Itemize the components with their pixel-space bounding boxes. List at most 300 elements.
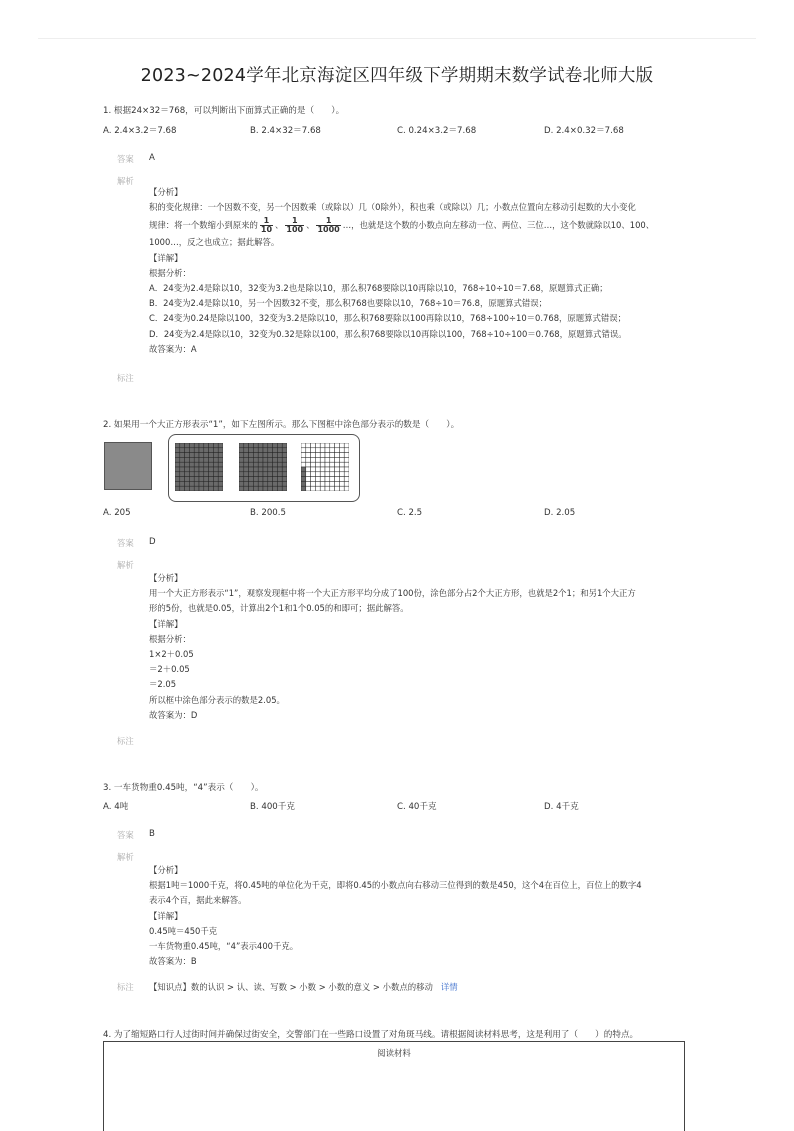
grid-cell [244,462,249,467]
grid-cell [258,467,263,472]
grid-cell [263,453,268,458]
q1-option-b[interactable]: B. 2.4×32＝7.68 [250,126,321,136]
grid-cell [204,477,209,482]
q2-option-a[interactable]: A. 205 [103,508,131,518]
grid-cell [320,486,325,491]
q2-analysis-line: 【分析】 [149,573,183,583]
grid-cell [330,481,335,486]
grid-cell [175,457,180,462]
grid-cell [199,453,204,458]
grid-cell [239,481,244,486]
question-3-stem: 3. 一车货物重0.45吨，“4”表示（ ）。 [103,783,264,793]
grid-cell [185,481,190,486]
grid-cell [218,486,223,491]
q2-answer-label: 答案 [117,538,134,548]
grid-cell [339,453,344,458]
grid-cell [175,453,180,458]
grid-cell [325,457,330,462]
grid-cell [204,453,209,458]
grid-cell [180,467,185,472]
grid-cell [209,486,214,491]
grid-cell [277,481,282,486]
grid-cell [253,462,258,467]
grid-cell [325,462,330,467]
grid-cell [175,477,180,482]
grid-cell [311,453,316,458]
grid-cell [282,453,287,458]
grid-cell [268,453,273,458]
grid-cell [244,467,249,472]
grid-cell [335,477,340,482]
grid-cell [301,457,306,462]
grid-cell [344,477,349,482]
grid-cell [277,453,282,458]
q2-analysis-line: 形的5份，也就是0.05，计算出2个1和1个0.05的和即可；据此解答。 [149,603,409,614]
q3-analysis-line: 表示4个百，据此来解答。 [149,895,247,906]
grid-cell [239,467,244,472]
grid-cell [249,481,254,486]
grid-cell [213,448,218,453]
grid-cell [335,472,340,477]
grid-cell [282,486,287,491]
grid-cell [282,448,287,453]
grid-cell [244,472,249,477]
grid-cell [273,477,278,482]
grid-cell [339,443,344,448]
grid-cell [258,486,263,491]
grid-cell [185,462,190,467]
grid-cell [175,486,180,491]
grid-cell [213,486,218,491]
grid-cell [213,477,218,482]
grid-cell [249,453,254,458]
details-link[interactable]: 详情 [440,982,458,992]
grid-cell [249,457,254,462]
q2-option-c[interactable]: C. 2.5 [397,508,423,518]
grid-cell [239,448,244,453]
grid-cell [320,477,325,482]
grid-cell [339,462,344,467]
grid-cell [209,462,214,467]
grid-cell [258,443,263,448]
grid-cell [194,448,199,453]
grid-cell [209,467,214,472]
reading-material-box [103,1041,685,1131]
grid-cell [180,443,185,448]
grid-cell [325,472,330,477]
grid-cell [185,467,190,472]
grid-cell [189,472,194,477]
q2-analysis-line: ＝2＋0.05 [149,664,190,675]
grid-cell [180,481,185,486]
framed-grid-figure [168,434,360,502]
grid-cell [249,462,254,467]
grid-cell [249,472,254,477]
grid-cell [199,443,204,448]
grid-cell [185,448,190,453]
q1-answer: A [149,153,155,163]
grid-cell [320,457,325,462]
grid-cell [194,462,199,467]
q1-analysis-line: 根据分析： [149,267,191,278]
grid-cell [218,472,223,477]
grid-cell [194,443,199,448]
grid-cell [213,457,218,462]
grid-cell [180,453,185,458]
grid-cell [339,486,344,491]
grid-cell [273,486,278,491]
grid-cell [194,457,199,462]
grid-cell [344,462,349,467]
grid-cell [218,443,223,448]
grid-cell [273,453,278,458]
grid-cell [175,467,180,472]
q1-analysis-line: 【分析】 [149,187,183,197]
grid-cell [315,462,320,467]
grid-cell [175,443,180,448]
grid-cell [199,467,204,472]
grid-cell [282,462,287,467]
grid-cell [263,443,268,448]
grid-cell [325,448,330,453]
grid-cell [330,457,335,462]
q3-note-label: 标注 [117,982,134,992]
grid-cell [320,453,325,458]
grid-cell [335,462,340,467]
grid-cell [277,457,282,462]
grid-cell [320,443,325,448]
grid-cell [253,453,258,458]
question-1-stem: 1. 根据24×32＝768，可以判断出下面算式正确的是（ ）。 [103,106,345,116]
grid-cell [306,457,311,462]
grid-cell [253,477,258,482]
grid-cell [258,477,263,482]
grid-cell [315,477,320,482]
q3-option-d[interactable]: D. 4千克 [544,802,579,812]
grid-cell [301,486,306,491]
grid-cell [325,443,330,448]
grid-cell [268,481,273,486]
q2-analysis [149,571,679,723]
grid-cell [330,462,335,467]
grid-cell [239,443,244,448]
grid-cell [180,457,185,462]
grid-cell [330,448,335,453]
grid-cell [277,448,282,453]
grid-cell [330,443,335,448]
grid-cell [273,467,278,472]
hundred-grid-full-2 [239,443,287,491]
q2-analysis-line: 1×2＋0.05 [149,649,194,660]
grid-cell [315,467,320,472]
grid-cell [194,477,199,482]
grid-cell [306,443,311,448]
grid-cell [311,472,316,477]
grid-cell [199,457,204,462]
q1-option-c[interactable]: C. 0.24×3.2＝7.68 [397,126,477,136]
grid-cell [185,457,190,462]
grid-cell [268,472,273,477]
q2-analysis-line: 所以框中涂色部分表示的数是2.05。 [149,694,285,705]
grid-cell [218,453,223,458]
grid-cell [282,481,287,486]
grid-cell [189,462,194,467]
grid-cell [344,472,349,477]
grid-cell [258,448,263,453]
hundred-grid-full-1 [175,443,223,491]
q3-analysis-line: 【详解】 [149,910,183,921]
grid-cell [311,457,316,462]
grid-cell [320,472,325,477]
grid-cell [306,477,311,482]
header-divider [38,38,756,39]
grid-cell [180,477,185,482]
grid-cell [218,481,223,486]
q1-analysis-line: B．24变为2.4是除以10，另一个因数32不变，那么积768也要除以10，768÷10＝76.8，原题算式错误； [149,298,547,309]
grid-cell [249,467,254,472]
grid-cell [320,448,325,453]
grid-cell [180,448,185,453]
grid-cell [315,486,320,491]
q3-option-a[interactable]: A. 4吨 [103,802,129,812]
grid-cell [213,481,218,486]
grid-cell [249,477,254,482]
grid-cell [320,467,325,472]
grid-cell [344,457,349,462]
grid-cell [344,448,349,453]
grid-cell [244,481,249,486]
grid-cell [311,462,316,467]
grid-cell [311,486,316,491]
grid-cell [344,486,349,491]
q3-knowledge-point [149,981,458,993]
grid-cell [311,481,316,486]
q3-analysis-label: 解析 [117,852,134,862]
q2-analysis-label: 解析 [117,560,134,570]
grid-cell [315,472,320,477]
grid-cell [268,462,273,467]
grid-cell [335,481,340,486]
grid-cell [344,453,349,458]
grid-cell [306,453,311,458]
grid-cell [239,472,244,477]
q2-analysis-line: 根据分析： [149,633,191,644]
grid-cell [189,481,194,486]
fraction-1-10: $\frac{1}{10}$ [260,216,273,235]
grid-cell [311,443,316,448]
grid-cell [344,467,349,472]
q1-text: 规律：将一个数缩小到原来的 [149,220,258,231]
fraction-1-1000: $\frac{1}{1000}$ [317,216,340,235]
grid-cell [204,467,209,472]
q3-analysis-line: 0.45吨＝450千克 [149,925,218,936]
grid-cell [185,477,190,482]
q1-analysis-line: C．24变为0.24是除以100，32变为3.2是除以10，那么积768要除以100再除以10，768÷100÷10＝0.768，原题算式错误； [149,313,627,324]
grid-cell [209,472,214,477]
q1-note-label: 标注 [117,373,134,383]
grid-cell [301,462,306,467]
grid-cell [253,443,258,448]
grid-cell [180,486,185,491]
page-title: 2023~2024学年北京海淀区四年级下学期期末数学试卷北师大版 [140,66,654,86]
grid-cell [315,443,320,448]
grid-cell [330,467,335,472]
grid-cell [185,453,190,458]
grid-cell [218,467,223,472]
grid-cell [339,467,344,472]
q1-analysis [149,185,679,357]
grid-cell [189,457,194,462]
grid-cell [263,486,268,491]
reading-material-title: 阅读材料 [377,1048,411,1058]
grid-cell [277,462,282,467]
grid-cell [330,486,335,491]
grid-cell [194,486,199,491]
grid-cell [268,448,273,453]
grid-cell [209,448,214,453]
grid-cell [325,467,330,472]
q3-option-c[interactable]: C. 40千克 [397,802,437,812]
grid-cell [301,443,306,448]
grid-cell [325,477,330,482]
grid-cell [306,448,311,453]
q1-analysis-line: 【详解】 [149,252,183,263]
grid-cell [253,481,258,486]
grid-cell [282,443,287,448]
grid-cell [199,472,204,477]
grid-cell [199,477,204,482]
grid-cell [209,457,214,462]
grid-cell [335,453,340,458]
q3-analysis [149,863,679,969]
grid-cell [204,481,209,486]
q2-note-label: 标注 [117,736,134,746]
grid-cell [339,472,344,477]
grid-cell [185,486,190,491]
grid-cell [277,467,282,472]
grid-cell [263,448,268,453]
grid-cell [344,443,349,448]
grid-cell [277,477,282,482]
grid-cell [258,457,263,462]
grid-cell [263,472,268,477]
grid-cell [263,477,268,482]
grid-cell [268,467,273,472]
grid-cell [282,457,287,462]
q1-answer-label: 答案 [117,154,134,164]
grid-cell [213,453,218,458]
q1-analysis-line: D．24变为2.4是除以10，32变为0.32是除以100，那么积768要除以10再除以100，768÷10÷100＝0.768，原题算式错误。 [149,328,627,339]
grid-cell [244,453,249,458]
q2-option-d[interactable]: D. 2.05 [544,508,576,518]
grid-cell [185,472,190,477]
grid-cell [263,467,268,472]
grid-cell [253,486,258,491]
grid-cell [249,448,254,453]
grid-cell [273,472,278,477]
q2-analysis-line: ＝2.05 [149,679,177,690]
grid-cell [263,462,268,467]
grid-cell [213,467,218,472]
grid-cell [199,448,204,453]
grid-cell [189,453,194,458]
grid-cell [175,481,180,486]
grid-cell [301,448,306,453]
grid-cell [199,462,204,467]
grid-cell [282,467,287,472]
q3-option-b[interactable]: B. 400千克 [250,802,295,812]
grid-cell [213,472,218,477]
grid-cell [180,462,185,467]
q3-answer-label: 答案 [117,830,134,840]
unit-square-figure [104,442,152,490]
grid-cell [311,448,316,453]
question-2-stem: 2. 如果用一个大正方形表示“1”，如下左图所示。那么下图框中涂色部分表示的数是（ ）。 [103,420,460,430]
grid-cell [239,477,244,482]
grid-cell [204,462,209,467]
grid-cell [273,462,278,467]
grid-cell [315,457,320,462]
grid-cell [194,481,199,486]
q1-analysis-line-fractions: 规律：将一个数缩小到原来的 $\frac{1}{10}$ 、 $\frac{1}{100}$ 、 $\frac{1}{1000}$ …，也就是这个数的小数点向左移动一位、两位、三位…，这个数就除以10、100、 [149,216,655,235]
grid-cell [325,486,330,491]
grid-cell [199,481,204,486]
grid-cell [189,448,194,453]
grid-cell [258,462,263,467]
grid-cell [344,481,349,486]
grid-cell [185,443,190,448]
grid-cell [189,467,194,472]
grid-cell [277,472,282,477]
grid-cell [301,467,306,472]
grid-cell [273,457,278,462]
grid-cell [263,481,268,486]
grid-cell [218,448,223,453]
grid-cell [335,457,340,462]
grid-cell [244,443,249,448]
grid-cell [180,472,185,477]
grid-cell [320,462,325,467]
grid-cell [311,467,316,472]
grid-cell [204,472,209,477]
grid-cell [320,481,325,486]
grid-cell [311,477,316,482]
q1-option-a[interactable]: A. 2.4×3.2＝7.68 [103,126,177,136]
grid-cell [268,443,273,448]
grid-cell [306,486,311,491]
q2-option-b[interactable]: B. 200.5 [250,508,286,518]
grid-cell [218,477,223,482]
grid-cell [175,472,180,477]
grid-cell [277,486,282,491]
grid-cell [194,453,199,458]
grid-cell [282,477,287,482]
grid-cell [335,448,340,453]
q1-option-d[interactable]: D. 2.4×0.32＝7.68 [544,126,624,136]
grid-cell [209,443,214,448]
fraction-1-100: $\frac{1}{100}$ [286,216,304,235]
grid-cell [253,467,258,472]
grid-cell [175,462,180,467]
question-4-stem: 4. 为了缩短路口行人过街时间并确保过街安全，交警部门在一些路口设置了对角斑马线。请根据阅读材料思考，这是利用了（ ）的特点。 [103,1030,639,1040]
grid-cell [213,462,218,467]
grid-cell [330,477,335,482]
grid-cell [175,448,180,453]
grid-cell [258,481,263,486]
hundred-grid-partial [301,443,349,491]
grid-cell [209,477,214,482]
grid-cell [218,457,223,462]
